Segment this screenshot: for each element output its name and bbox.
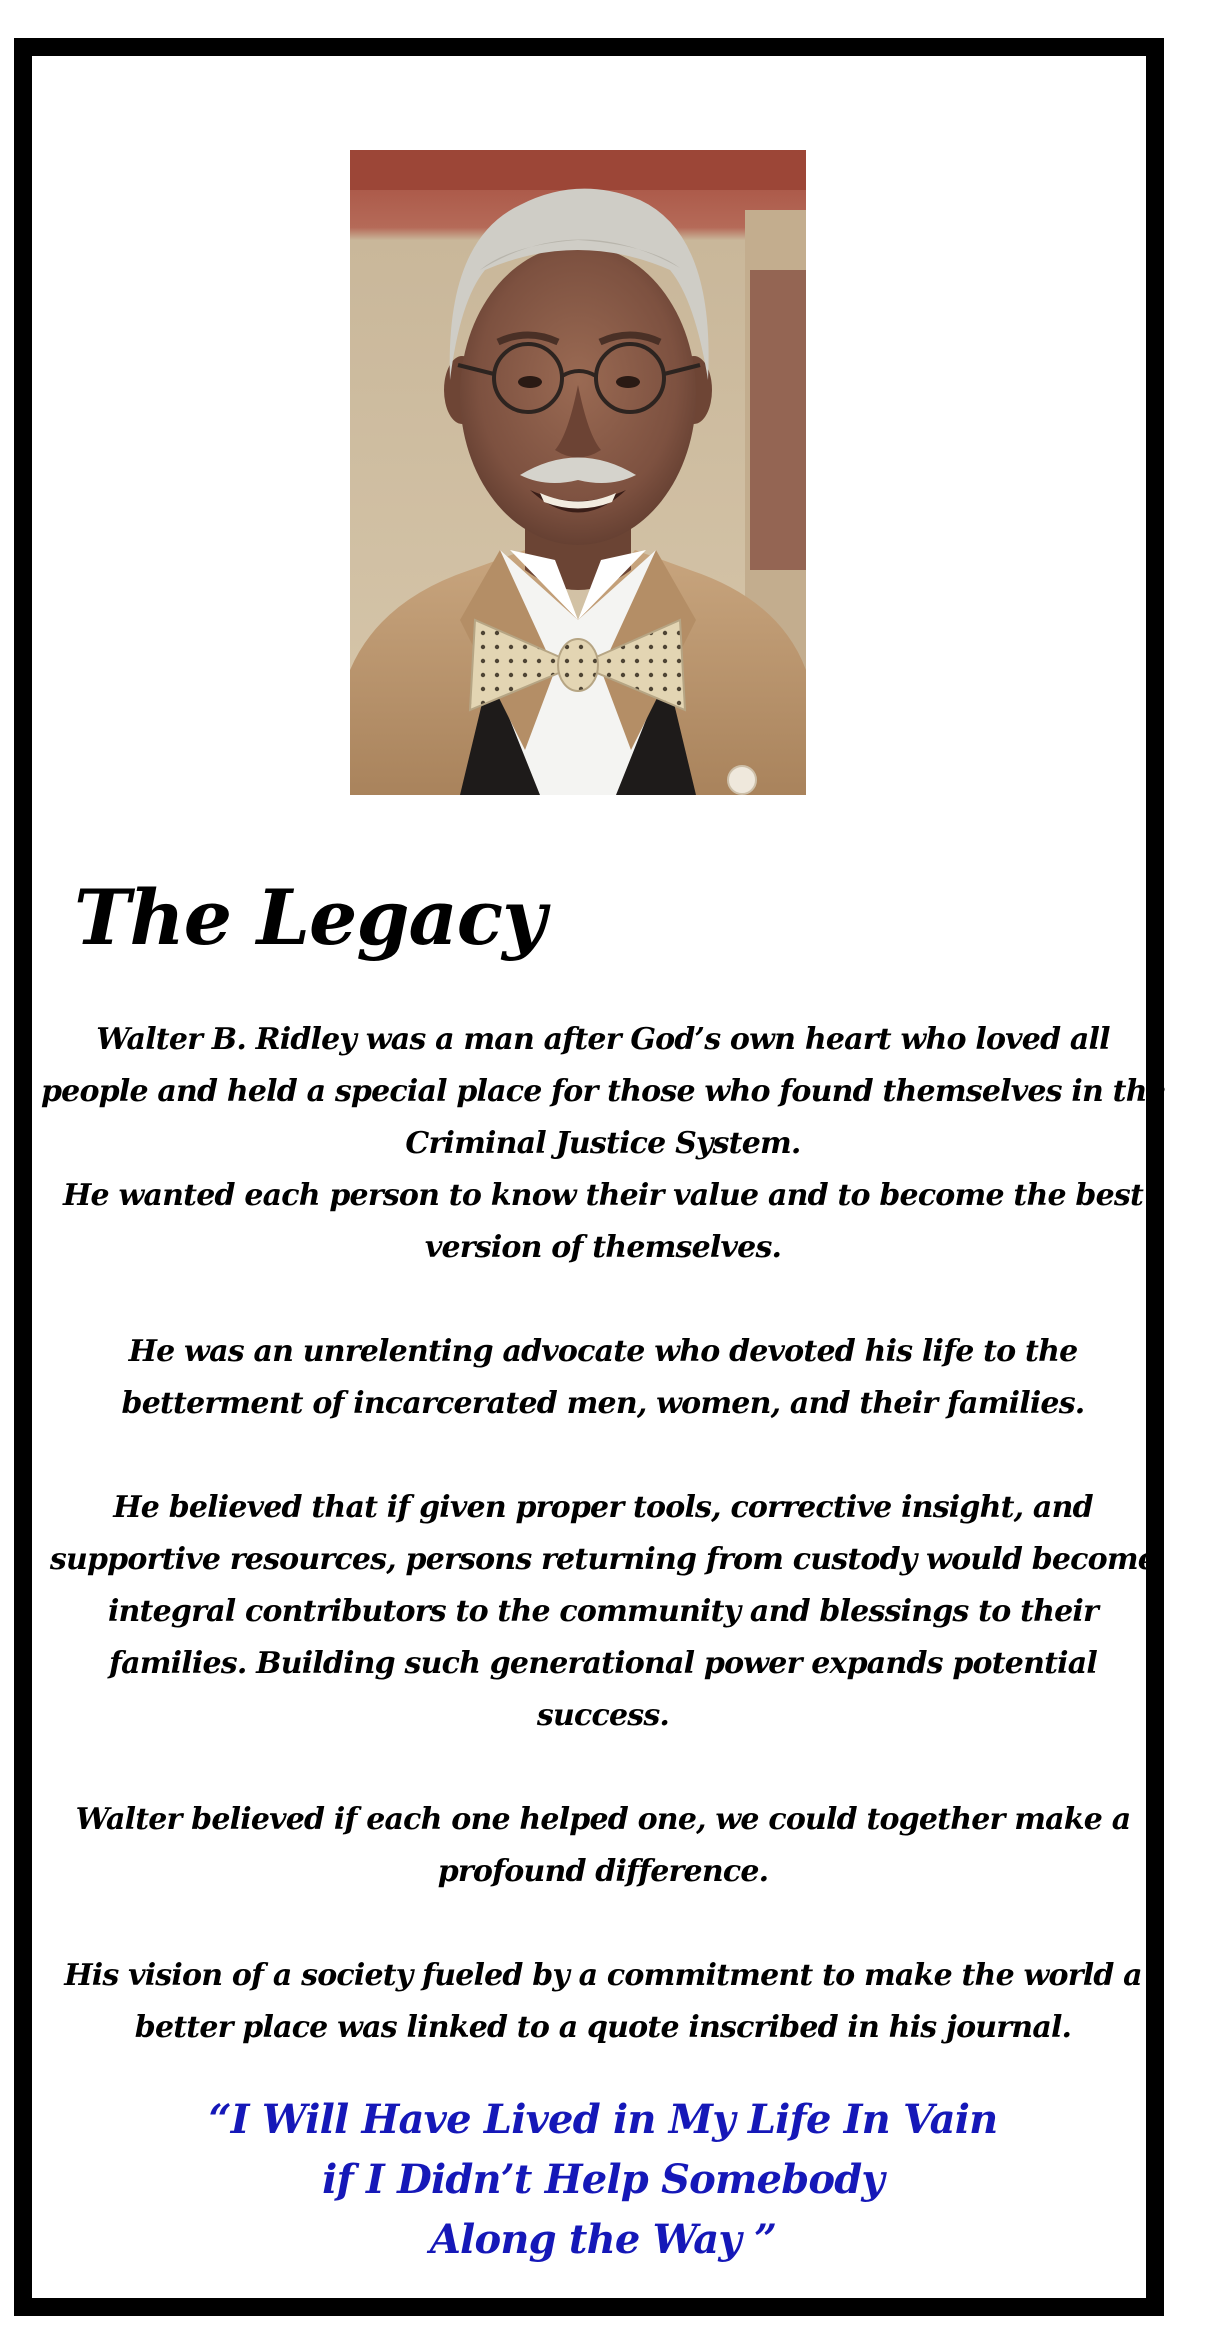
quote-line-1: “I Will Have Lived in My Life In Vain: [208, 2096, 998, 2143]
paragraph-each-one: Walter believed if each one helped one, we could together make a profound difference.: [75, 1802, 1131, 1889]
page-title: The Legacy: [74, 873, 546, 962]
paragraph-advocate: He was an unrelenting advocate who devoted his life to the betterment of incarcerated men, women, and their families.: [121, 1334, 1085, 1421]
quote-line-2: if I Didn’t Help Somebody: [322, 2156, 884, 2203]
paragraph-vision: His vision of a society fueled by a commitment to make the world a better place was linked to a quote inscribed in his journal.: [64, 1958, 1142, 2045]
journal-quote: [40, 2090, 1166, 2270]
portrait-illustration: [350, 150, 806, 795]
quote-line-3: Along the Way ”: [429, 2216, 777, 2263]
portrait-photo: [350, 150, 806, 795]
legacy-body-text: [40, 1014, 1166, 2054]
paragraph-belief: He believed that if given proper tools, corrective insight, and supportive resources, persons returning from custody would become integral contributors to the community and blessings to their families. Building such generational power expands potential success.: [49, 1490, 1157, 1733]
paragraph-intro-continued: He wanted each person to know their value and to become the best version of themselves.: [63, 1178, 1143, 1265]
paragraph-intro: Walter B. Ridley was a man after God’s own heart who loved all people and held a special place for those who found themselves in the Criminal Justice System.: [41, 1022, 1165, 1161]
